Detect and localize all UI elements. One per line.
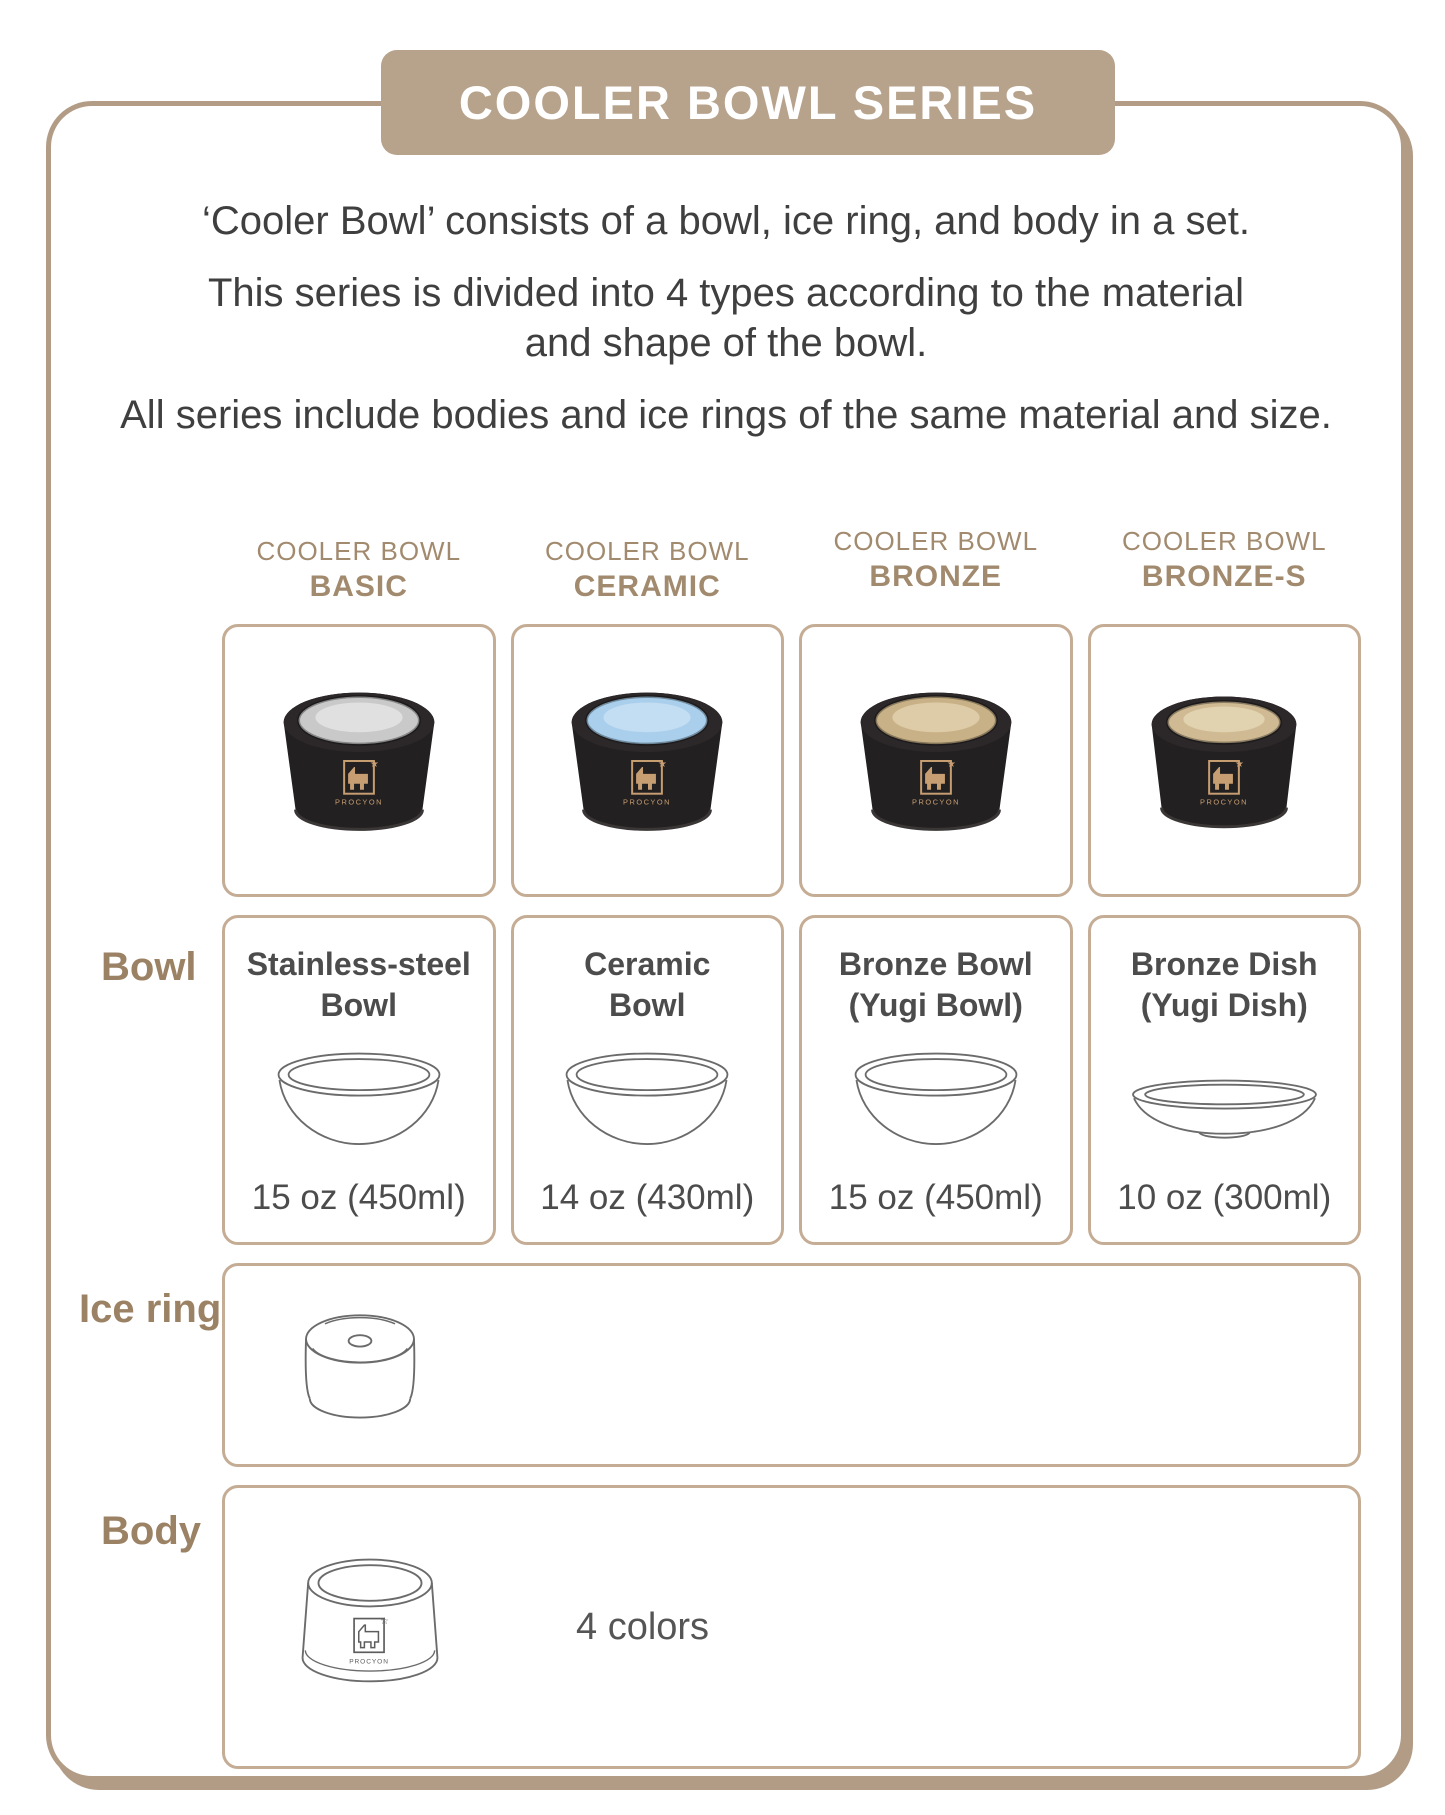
- page-title-badge: [381, 50, 1115, 155]
- content-frame: [46, 101, 1406, 1781]
- body-line-icon: [281, 1547, 459, 1707]
- brand-logo-text: PROCYON: [1200, 797, 1249, 807]
- bowl-capacity: 10 oz (300ml): [1117, 1178, 1332, 1217]
- intro-paragraph-2-line-1: This series is divided into 4 types according to the material: [207, 271, 1245, 315]
- product-photo-bronze-s: [1088, 624, 1362, 897]
- type-label: BRONZE: [869, 560, 1003, 593]
- product-photo-bronze: [799, 624, 1073, 897]
- dish-line-icon: [1122, 1046, 1327, 1158]
- bowl-name: Bronze Bowl (Yugi Bowl): [838, 946, 1033, 1023]
- comparison-grid: [51, 528, 1401, 1769]
- column-header-basic: [222, 528, 496, 606]
- ice-ring-line-icon: [289, 1301, 431, 1429]
- series-label: COOLER BOWL: [833, 526, 1039, 556]
- body-cell: [222, 1485, 1361, 1769]
- star-icon: ★: [1235, 758, 1245, 770]
- star-icon: ★: [658, 758, 668, 770]
- bowl-name: Stainless-steel Bowl: [246, 946, 471, 1023]
- cooler-bowl-basic-photo-icon: [245, 658, 473, 863]
- bowl-spec-ceramic: [511, 915, 785, 1245]
- bowl-capacity: 14 oz (430ml): [540, 1178, 755, 1217]
- star-icon: ★: [369, 758, 379, 770]
- dog-logo-icon: [359, 1625, 379, 1647]
- intro-paragraph-2-line-2: and shape of the bowl.: [524, 321, 928, 365]
- row-label-ice-ring: Ice ring: [79, 1287, 222, 1331]
- ice-ring-cell: [222, 1263, 1361, 1467]
- column-header-ceramic: [511, 528, 785, 606]
- intro-text: [51, 196, 1401, 440]
- bowl-spec-bronze-s: [1088, 915, 1362, 1245]
- bowl-spec-basic: [222, 915, 496, 1245]
- row-label-bowl: Bowl: [101, 945, 197, 989]
- star-icon: ★: [946, 758, 956, 770]
- type-label: CERAMIC: [573, 570, 721, 603]
- bowl-capacity: 15 oz (450ml): [251, 1178, 466, 1217]
- bowl-line-icon: [840, 1046, 1032, 1158]
- bowl-spec-bronze: [799, 915, 1073, 1245]
- bowl-name: Bronze Dish (Yugi Dish): [1130, 946, 1318, 1023]
- intro-paragraph-1: ‘Cooler Bowl’ consists of a bowl, ice ring, and body in a set.: [202, 199, 1250, 243]
- brand-logo-text: PROCYON: [911, 797, 960, 807]
- brand-logo-text: PROCYON: [349, 1658, 389, 1666]
- series-label: COOLER BOWL: [256, 536, 462, 566]
- brand-logo-text: PROCYON: [623, 797, 672, 807]
- column-header-bronze: [799, 518, 1073, 596]
- bowl-capacity: 15 oz (450ml): [828, 1178, 1043, 1217]
- row-label-body: Body: [101, 1509, 201, 1553]
- star-icon: ☆: [380, 1616, 389, 1627]
- intro-paragraph-3: All series include bodies and ice rings of the same material and size.: [120, 393, 1332, 437]
- bowl-name: Ceramic Bowl: [584, 946, 711, 1023]
- product-photo-ceramic: [511, 624, 785, 897]
- type-label: BRONZE-S: [1141, 560, 1307, 593]
- bowl-line-icon: [263, 1046, 455, 1158]
- product-photo-basic: [222, 624, 496, 897]
- series-label: COOLER BOWL: [544, 536, 750, 566]
- brand-logo-text: PROCYON: [334, 797, 383, 807]
- column-header-bronze-s: [1088, 518, 1362, 596]
- body-colors-note: 4 colors: [576, 1605, 710, 1648]
- bowl-line-icon: [551, 1046, 743, 1158]
- cooler-bowl-bronze-photo-icon: [822, 658, 1050, 863]
- cooler-bowl-bronze-s-photo-icon: [1110, 658, 1338, 863]
- series-label: COOLER BOWL: [1121, 526, 1327, 556]
- page-title: COOLER BOWL SERIES: [458, 76, 1038, 129]
- type-label: BASIC: [309, 570, 408, 603]
- cooler-bowl-ceramic-photo-icon: [533, 658, 761, 863]
- intro-paragraph-2: [51, 268, 1401, 368]
